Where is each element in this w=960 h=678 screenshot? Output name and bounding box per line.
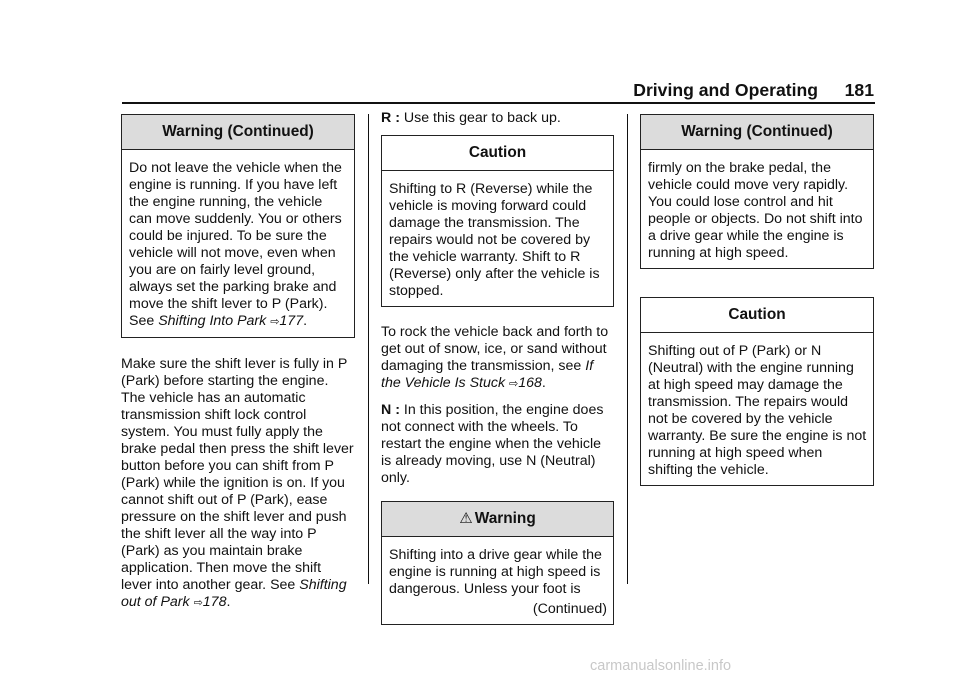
page-number: 181 — [844, 80, 874, 100]
warning-box-continued — [121, 114, 355, 338]
warning-box-drive-gear — [381, 501, 614, 625]
caution-title: Caution — [641, 298, 873, 333]
section-title: Driving and Operating — [633, 80, 818, 100]
page-ref-arrow-icon: ⇨ — [193, 597, 203, 609]
warning-body — [382, 537, 613, 624]
ref-shifting-out-of-park[interactable]: Shifting out of Park — [121, 577, 347, 610]
warning-title: Warning (Continued) — [122, 115, 354, 150]
caution-text: Shifting to R (Reverse) while the vehicle is moving forward could damage the transmission. The repairs would not be covered by the vehicle warranty. Shift to R (Reverse) only after the vehicle is stopped. — [389, 181, 600, 299]
warning-box-continued — [640, 114, 874, 269]
ref-page-number[interactable]: 168 — [518, 375, 542, 391]
watermark-text: carmanualsonline.info — [590, 658, 732, 674]
warning-text: firmly on the brake pedal, the vehicle could move very rapidly. You could lose control and hit people or objects. Do not shift into a drive gear while the engine is running at high speed. — [648, 160, 863, 261]
gear-label-n: N : — [381, 402, 400, 418]
ref-page-number[interactable]: 177 — [279, 313, 304, 329]
continued-label: (Continued) — [532, 601, 607, 617]
warning-body: Do not leave the vehicle when the engine is running. If you have left the engine running, the vehicle can move suddenly. You or others could be injured. To be sure the vehicle will not move, even when you are on fairly level ground, always set the parking brake and move the shift lever to P (Park). See Shifting Into Park ⇨177. — [129, 160, 342, 329]
ref-if-vehicle-stuck[interactable]: If the Vehicle Is Stuck — [381, 358, 594, 391]
reverse-text: Use this gear to back up. — [403, 110, 561, 126]
ref-shifting-into-park[interactable]: Shifting Into Park — [158, 313, 267, 329]
warning-title: Warning (Continued) — [641, 115, 873, 150]
header-rule — [122, 102, 875, 104]
reverse-item — [381, 110, 614, 127]
neutral-text: In this position, the engine does not connect with the wheels. To restart the engine when the vehicle is already moving, use N (Neutral) only. — [381, 402, 604, 486]
warning-header — [382, 502, 613, 537]
warning-body — [641, 150, 873, 268]
shift-lever-paragraph: Make sure the shift lever is fully in P (Park) before starting the engine. The vehicle has an automatic transmission shift lock control system. You must fully apply the brake pedal then press the shift lever button before you can shift from P (Park) while the ignition is on. If you cannot shift out of P (Park), ease pressure on the shift lever and push the shift lever all the way into P (Park) as you maintain brake application. Then move the shift lever into another gear. See Shifting out of Park ⇨178. — [121, 356, 354, 610]
warning-triangle-icon: ⚠ — [459, 510, 473, 527]
column-2 — [381, 110, 614, 625]
page-ref-arrow-icon: ⇨ — [270, 316, 280, 328]
rock-vehicle-paragraph: To rock the vehicle back and forth to get out of snow, ice, or sand without damaging the transmission, see If the Vehicle Is Stuck ⇨168. — [381, 324, 609, 391]
warning-text: Do not leave the vehicle when the engine is running. If you have left the engine running, the vehicle can move suddenly. You or others could be injured. To be sure the vehicle will not move, even when you are on fairly level ground, always set the parking brake and move the shift lever to P (Park). See — [129, 160, 342, 329]
warning-text: Shifting into a drive gear while the engine is running at high speed is dangerous. Unless your foot is — [389, 547, 602, 597]
column-1 — [121, 114, 355, 621]
column-divider-1 — [368, 114, 369, 584]
page-ref-arrow-icon: ⇨ — [509, 378, 519, 390]
caution-body — [641, 333, 873, 485]
neutral-item — [381, 402, 614, 487]
caution-box-shifting — [640, 297, 874, 486]
column-divider-2 — [627, 114, 628, 584]
page-header — [0, 0, 960, 110]
rock-text: To rock the vehicle back and forth to get out of snow, ice, or sand without damaging the transmission, see — [381, 324, 609, 374]
ref-page-number[interactable]: 178 — [202, 594, 227, 610]
gear-label-r: R : — [381, 110, 400, 126]
paragraph-text: Make sure the shift lever is fully in P (Park) before starting the engine. The vehicle has an automatic transmission shift lock control system. You must fully apply the brake pedal then press the shift lever button before you can shift from P (Park) while the ignition is on. If you cannot shift out of P (Park), ease pressure on the shift lever and push the shift lever all the way into P (Park) as you maintain brake application. Then move the shift lever into another gear. See — [121, 356, 354, 593]
caution-body — [382, 171, 613, 306]
caution-text: Shifting out of P (Park) or N (Neutral) with the engine running at high speed may damage the transmission. The repairs would not be covered by the vehicle warranty. Be sure the engine is not running at high speed when shifting the vehicle. — [648, 343, 867, 478]
warning-title: Warning — [474, 510, 536, 527]
column-3 — [640, 114, 874, 486]
caution-title: Caution — [382, 136, 613, 171]
caution-box-reverse — [381, 135, 614, 307]
